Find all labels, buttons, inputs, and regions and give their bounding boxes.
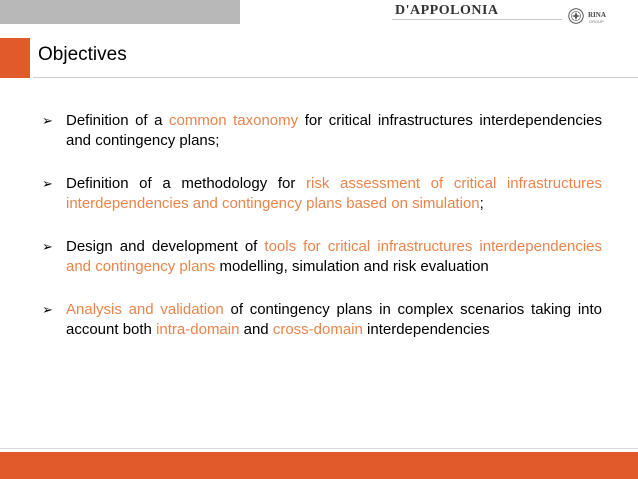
bullet-text: Design and development of tools for critical infrastructures interdependencies and contingency plans modelling, simulation and risk evaluation [66,238,602,275]
arrow-bullet-icon: ➢ [42,176,53,191]
header-gray-bar [0,0,240,24]
seal-icon [568,8,584,24]
highlight-text: common taxonomy [169,112,299,129]
bullet-text: Definition of a methodology for risk assessment of critical infrastructures interdependencies and contingency plans based on simulation; [66,175,602,212]
header-divider [392,19,562,20]
objectives-list [42,111,602,363]
partner-logo: RINA [588,11,606,19]
arrow-bullet-icon: ➢ [42,113,53,128]
highlight-text: tools for critical infrastructures interdependencies and contingency plans [66,238,602,275]
company-logo: D'APPOLONIA [395,3,499,18]
title-accent-block [0,38,30,78]
bullet-text: Analysis and validation of contingency plans in complex scenarios taking into account both intra-domain and cross-domain interdependencies [66,301,602,338]
arrow-bullet-icon: ➢ [42,302,53,317]
footer-divider [0,448,638,449]
list-item [42,111,602,150]
list-item [42,174,602,213]
footer-bar [0,452,638,479]
arrow-bullet-icon: ➢ [42,239,53,254]
highlight-text: Analysis and validation [66,301,224,318]
highlight-text: risk assessment of critical infrastructures interdependencies and contingency plans based on simulation [66,175,602,212]
highlight-text: intra-domain [156,320,240,338]
list-item [42,300,602,339]
list-item [42,237,602,276]
page-title: Objectives [38,44,127,65]
title-divider [33,77,638,78]
bullet-text: Definition of a common taxonomy for critical infrastructures interdependencies and contingency plans; [66,112,602,149]
partner-logo-sub: GROUP [589,19,604,24]
highlight-text: cross-domain [272,320,363,338]
